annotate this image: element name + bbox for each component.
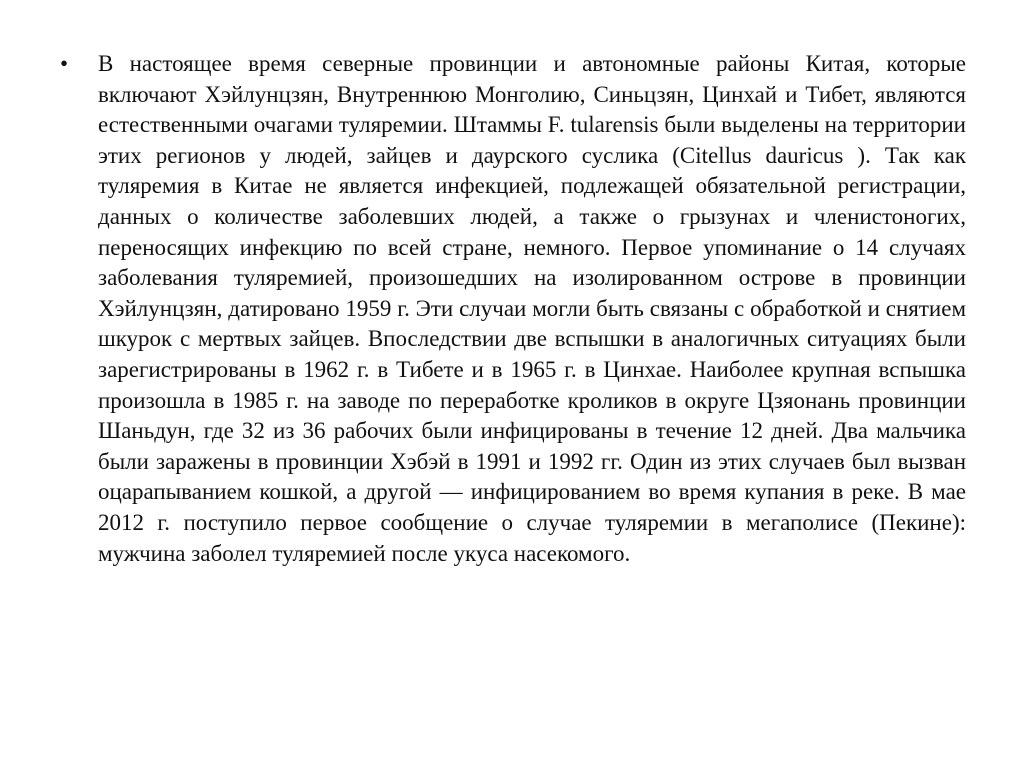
paragraph-text: В настоящее время северные провинции и автономные районы Китая, которые включают Хэйлунцзян, Внутреннюю Монголию, Синьцзян, Цинхай и Тибет, являются естественными очагами туляремии. Штаммы F. tularensis были выделены на территории этих регионов у людей, зайцев и даурского суслика (Citellus dauricus ). Так как туляремия в Китае не является инфекцией, подлежащей обязательной регистрации, данных о количестве заболевших людей, а также о грызунах и членистоногих, переносящих инфекцию по всей стране, немного. Первое упоминание о 14 случаях заболевания туляремией, произошедших на изолированном острове в провинции Хэйлунцзян, датировано 1959 г. Эти случаи могли быть связаны с обработкой и снятием шкурок с мертвых зайцев. Впоследствии две вспышки в аналогичных ситуациях были зарегистрированы в 1962 г. в Тибете и в 1965 г. в Цинхае. Наиболее крупная вспышка произошла в 1985 г. на заводе по переработке кроликов в округе Цзяонань провинции Шаньдун, где 32 из 36 рабочих были инфицированы в течение 12 дней. Два мальчика были заражены в провинции Хэбэй в 1991 и 1992 гг. Один из этих случаев был вызван оцарапыванием кошкой, а другой — инфицированием во время купания в реке. В мае 2012 г. поступило первое сообщение о случае туляремии в мегаполисе (Пекине): мужчина заболел туляремией после укуса насекомого. xyxy=(98,51,966,566)
bullet-marker: • xyxy=(60,51,69,76)
bullet-item xyxy=(60,49,966,569)
